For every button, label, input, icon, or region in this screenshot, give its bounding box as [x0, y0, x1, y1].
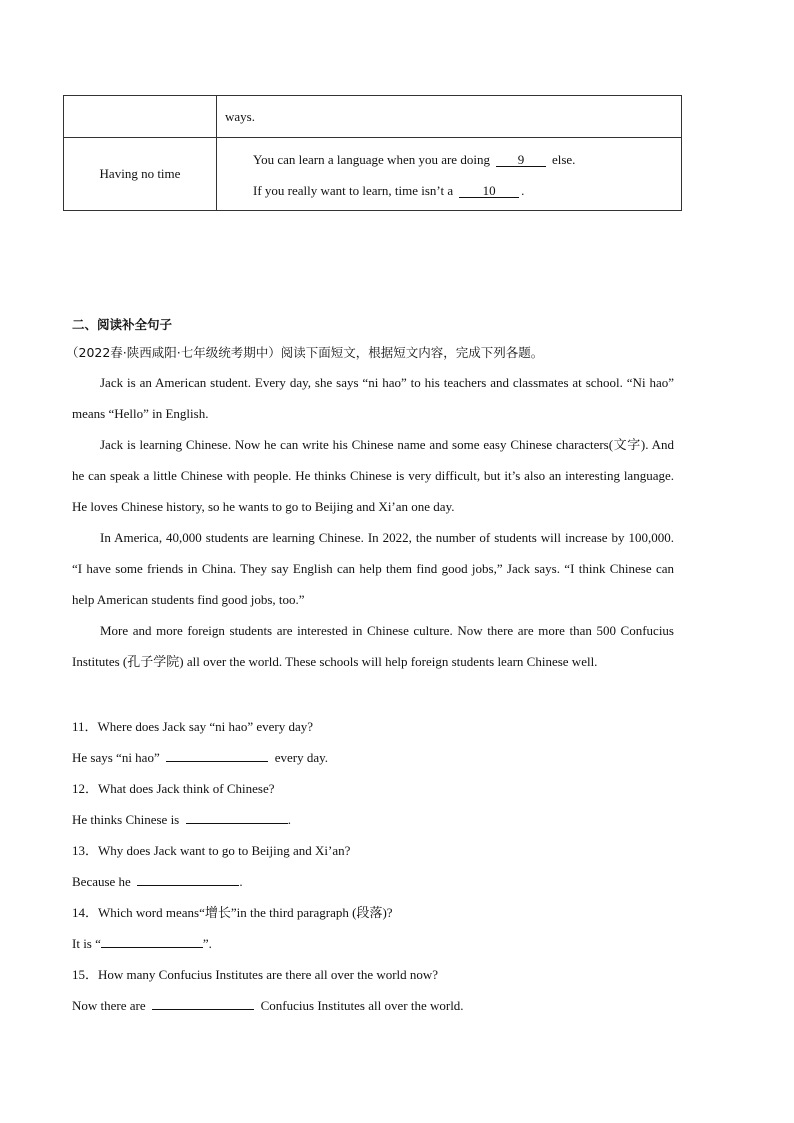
- table-cell-label: Having no time: [64, 138, 217, 211]
- answer-blank[interactable]: [186, 811, 288, 824]
- answer-blank[interactable]: [152, 997, 254, 1010]
- answer-blank[interactable]: [101, 935, 203, 948]
- answer-prefix: Because he: [72, 874, 131, 889]
- answer-prefix: Now there are: [72, 998, 146, 1013]
- answer-suffix: ”.: [202, 936, 212, 951]
- table-row: [64, 96, 682, 138]
- table-line: [217, 183, 681, 199]
- answer-suffix: Confucius Institutes all over the world.: [260, 998, 464, 1013]
- table-text: else.: [551, 151, 576, 167]
- answer-line: [72, 742, 674, 773]
- passage-paragraph: In America, 40,000 students are learning Chinese. In 2022, the number of students will increase by 100,000. “I have some friends in China. They say English can help them find good jobs,” Jack says. “I think Chinese can help American students find good jobs, too.”: [72, 530, 674, 607]
- passage-source: （2022春·陕西咸阳·七年级统考期中）阅读下面短文，根据短文内容，完成下列各题。: [66, 345, 544, 360]
- table-line: [217, 152, 681, 168]
- question-text: 12．What does Jack think of Chinese?: [72, 781, 275, 796]
- answer-prefix: It is “: [72, 936, 101, 951]
- reading-passage: [72, 367, 674, 677]
- answer-blank[interactable]: [137, 873, 239, 886]
- question-text: 14．Which word means“增长”in the third paragraph (段落)?: [72, 905, 393, 920]
- question-text: 11．Where does Jack say “ni hao” every day?: [72, 719, 313, 734]
- answer-line: [72, 804, 674, 835]
- blank-10[interactable]: 10: [459, 184, 519, 198]
- section-title: 二、阅读补全句子: [72, 317, 173, 332]
- answer-prefix: He says “ni hao”: [72, 750, 160, 765]
- answer-blank[interactable]: [166, 749, 268, 762]
- answer-suffix: .: [239, 874, 243, 889]
- table-cell-label: [64, 96, 217, 138]
- table-cell-content: [217, 138, 682, 211]
- passage-paragraph: Jack is learning Chinese. Now he can write his Chinese name and some easy Chinese characters(文字). And he can speak a little Chinese with people. He thinks Chinese is very difficult, but it’s also an interesting language. He loves Chinese history, so he wants to go to Beijing and Xi’an one day.: [72, 437, 674, 514]
- answer-line: [72, 928, 674, 959]
- table-text: You can learn a language when you are doing: [253, 151, 490, 167]
- answer-suffix: every day.: [274, 750, 329, 765]
- passage-paragraph: More and more foreign students are interested in Chinese culture. Now there are more than 500 Confucius Institutes (孔子学院) all over the world. These schools will help foreign students learn Chinese well.: [72, 623, 674, 669]
- table-text: ways.: [225, 108, 255, 124]
- table-cell-content: [217, 96, 682, 138]
- answer-prefix: He thinks Chinese is: [72, 812, 180, 827]
- vocabulary-table: [63, 95, 682, 211]
- passage-paragraph: Jack is an American student. Every day, she says “ni hao” to his teachers and classmates at school. “Ni hao” means “Hello” in English.: [72, 375, 674, 421]
- blank-9[interactable]: 9: [496, 153, 546, 167]
- question-text: 13．Why does Jack want to go to Beijing and Xi’an?: [72, 843, 351, 858]
- table-row: [64, 138, 682, 211]
- answer-line: [72, 990, 674, 1021]
- question-list: [72, 711, 674, 1021]
- answer-line: [72, 866, 674, 897]
- table-text: If you really want to learn, time isn’t a: [253, 182, 454, 198]
- question-text: 15．How many Confucius Institutes are there all over the world now?: [72, 967, 439, 982]
- table-text: .: [521, 182, 525, 198]
- answer-suffix: .: [287, 812, 291, 827]
